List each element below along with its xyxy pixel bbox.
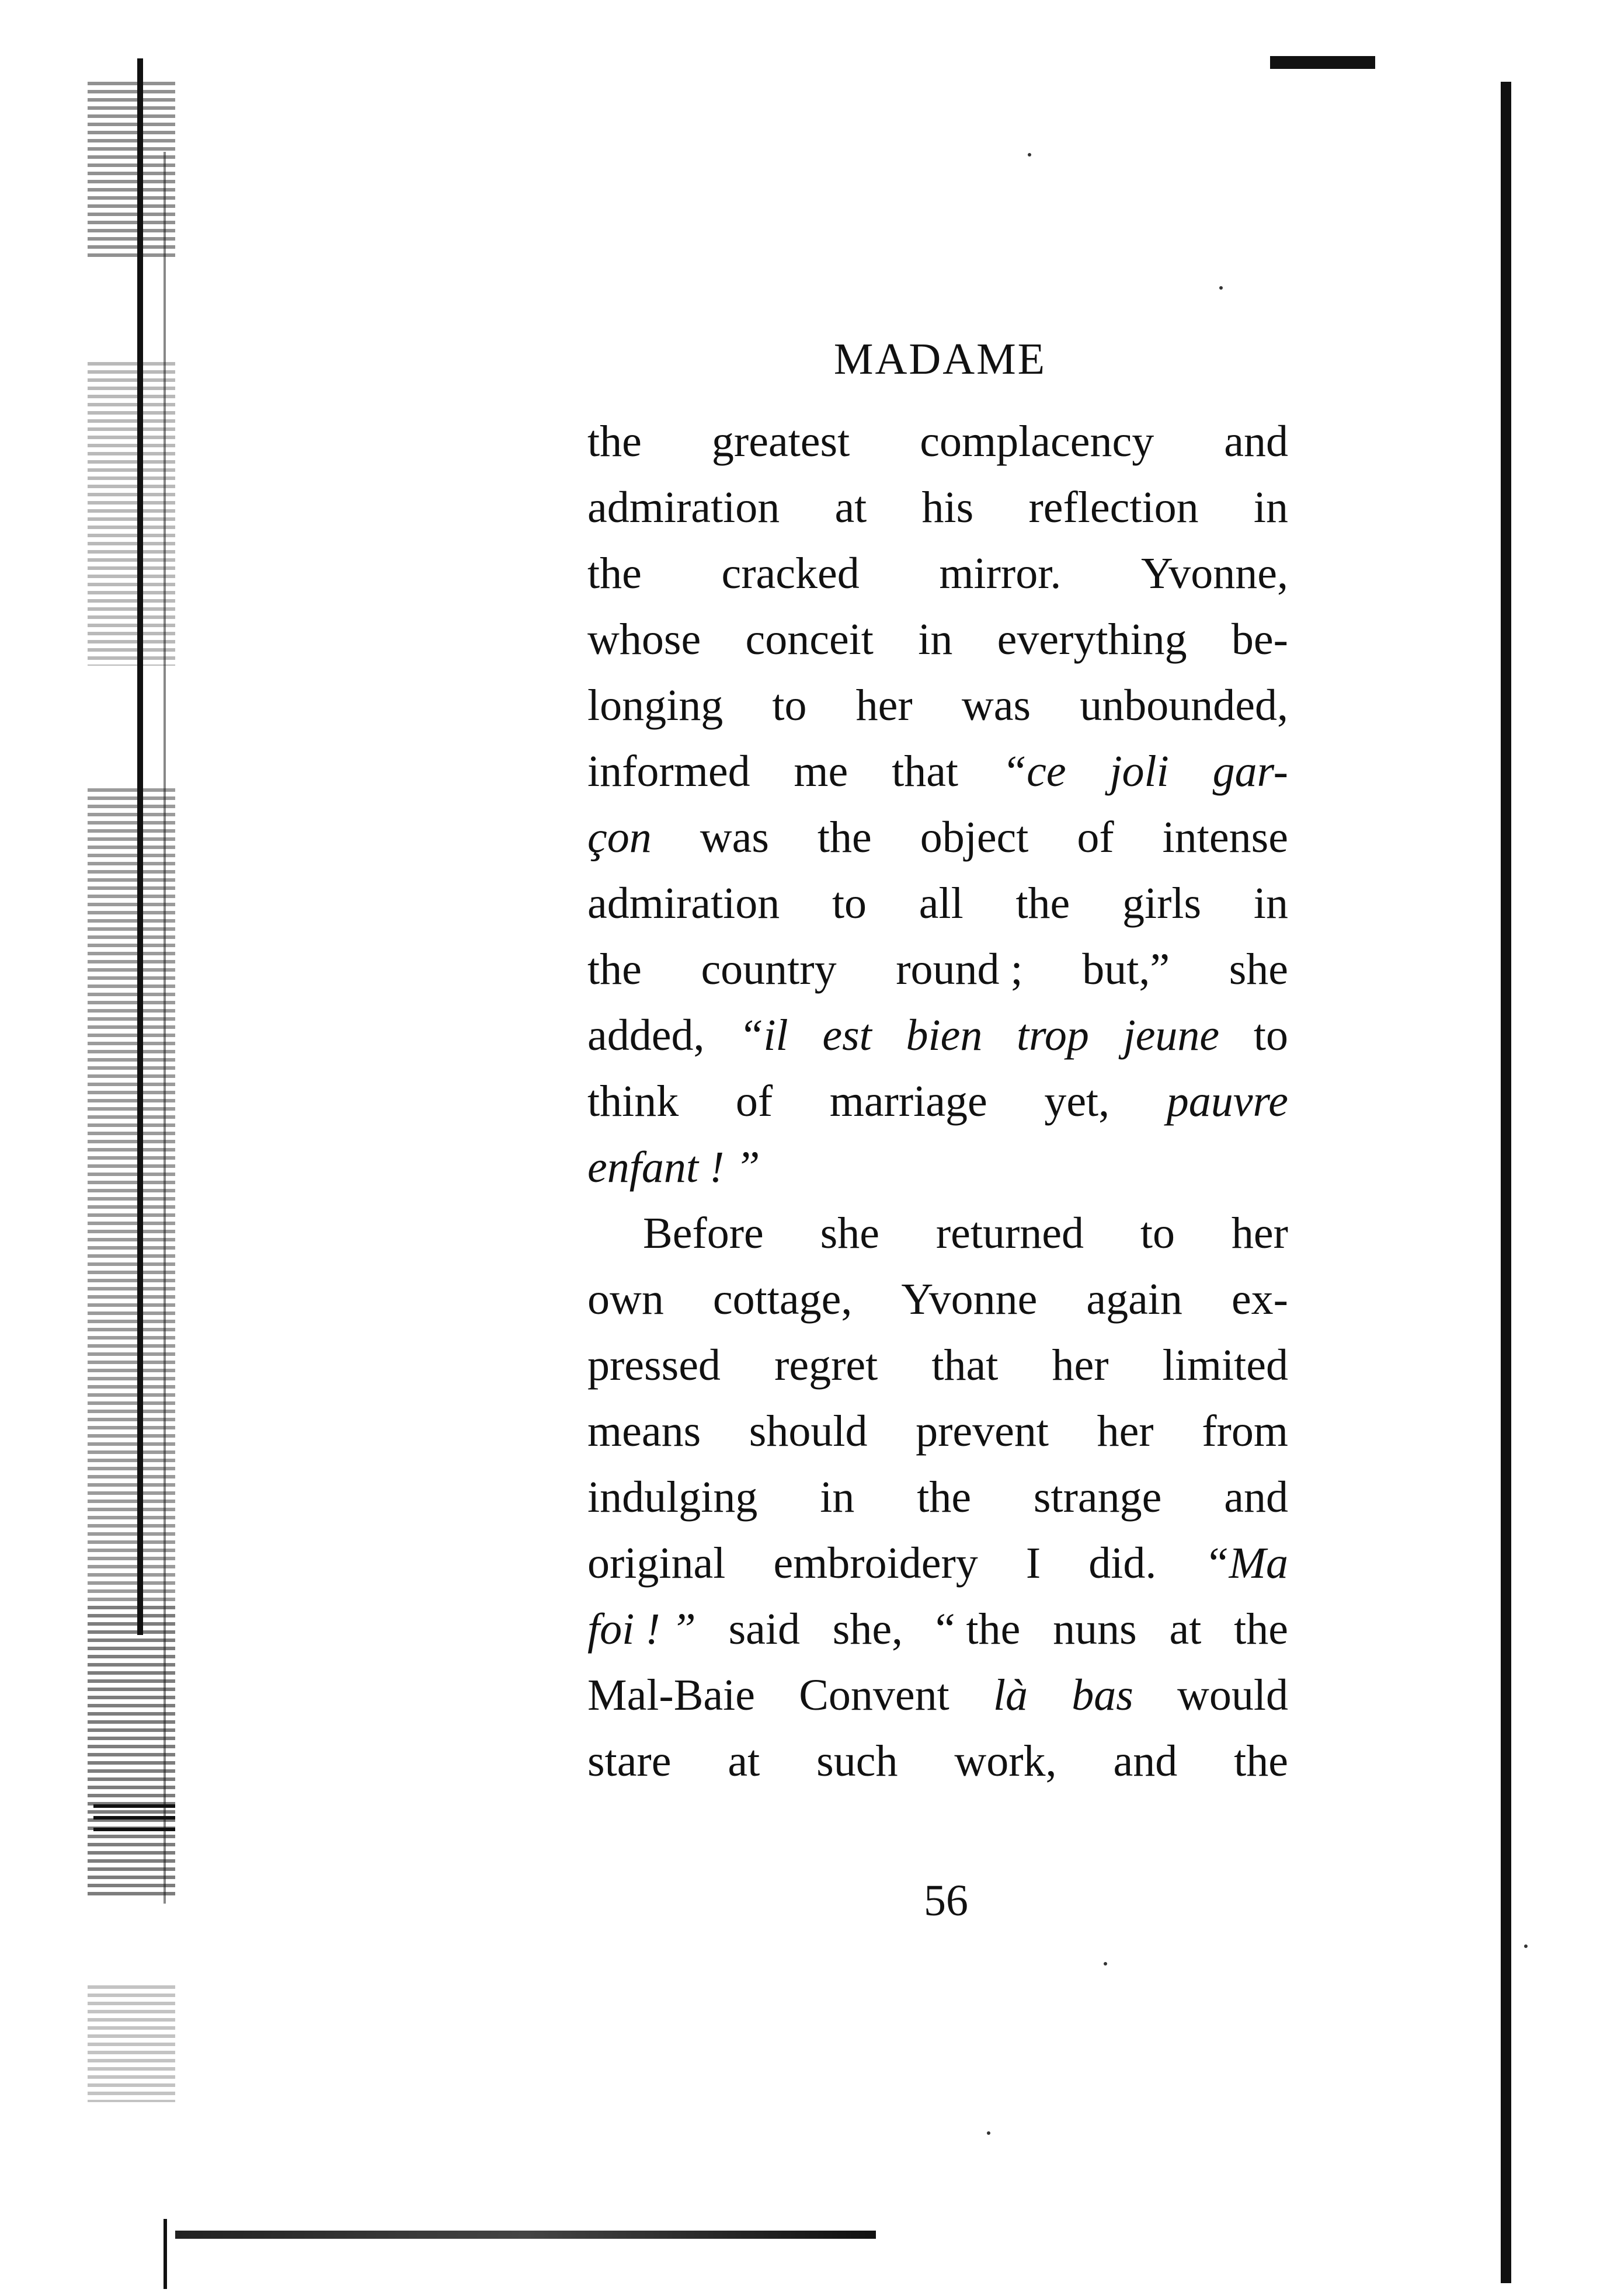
text-line [587,673,1288,739]
text-line [587,1003,1288,1069]
text-word: was [700,813,769,862]
text-word: the [1015,879,1070,928]
text-word: çon [587,813,652,862]
text-word: the [587,549,642,598]
text-word: complacency [920,417,1154,466]
text-word: in [918,615,953,664]
text-word: again [1086,1275,1182,1324]
text-line [587,1464,1288,1530]
text-word: girls [1122,879,1202,928]
text-line [587,937,1288,1003]
text-word: the [917,1473,972,1522]
text-word: from [1202,1407,1288,1456]
text-word: her [1052,1341,1109,1390]
text-line [587,1596,1288,1662]
text-word: admiration [587,483,780,532]
text-line [587,871,1288,937]
text-word: cracked [721,549,860,598]
text-line [587,1530,1288,1596]
text-word: Convent [799,1671,949,1720]
scan-edge-rule [164,152,166,1904]
text-word: trop [1017,1011,1089,1060]
text-word: the [587,945,642,994]
scan-speck [1104,1962,1107,1965]
running-head: MADAME [833,335,1047,384]
scan-noise-band [88,1985,175,2102]
text-word: should [749,1407,868,1456]
text-word: the [587,417,642,466]
text-word: her [855,681,913,730]
text-word: was [961,681,1031,730]
text-word: Before [643,1209,764,1258]
text-line [587,409,1288,475]
text-word: ex- [1231,1275,1288,1324]
text-word: at [1169,1605,1202,1654]
text-word: pauvre [1166,1077,1288,1126]
text-word: and [1113,1737,1178,1786]
text-line [587,1069,1288,1135]
scan-top-right-mark [1270,56,1375,69]
text-word: whose [587,615,701,664]
text-word: added, [587,1011,705,1060]
text-word: Yvonne, [1140,549,1288,598]
scan-bottom-edge-rule [175,2231,876,2239]
text-word: mirror. [939,549,1062,598]
scan-noise-band [88,82,175,257]
scan-speck [1028,153,1031,156]
text-word: at [728,1737,760,1786]
text-word: at [834,483,867,532]
text-word: everything [997,615,1187,664]
text-word: but,” [1082,945,1170,994]
scan-speck [987,2131,990,2135]
text-word: me [794,747,848,796]
text-word: enfant ! ” [587,1143,760,1192]
text-word: her [1231,1209,1288,1258]
scanned-left-edge [88,58,199,2277]
text-word: “ the [935,1605,1021,1654]
text-word: yet, [1044,1077,1110,1126]
text-word: returned [935,1209,1084,1258]
text-line [587,607,1288,673]
text-word: prevent [916,1407,1049,1456]
text-word: marriage [829,1077,987,1126]
text-line [587,475,1288,541]
text-word: bas [1072,1671,1133,1720]
text-word: pressed [587,1341,721,1390]
text-word: I [1025,1539,1041,1588]
text-word: to [1253,1011,1288,1060]
text-word: stare [587,1737,672,1786]
text-word: unbounded, [1080,681,1288,730]
scan-speck [1524,1944,1528,1948]
text-word: country [701,945,837,994]
text-word: work, [954,1737,1057,1786]
scan-noise-band [88,788,175,1606]
text-word: think [587,1077,679,1126]
text-word: informed [587,747,750,796]
text-word: est [822,1011,872,1060]
text-word: greatest [711,417,850,466]
text-word: round ; [896,945,1023,994]
text-word: embroidery [773,1539,978,1588]
text-word: regret [774,1341,878,1390]
text-word: in [1253,483,1288,532]
text-word: all [919,879,963,928]
text-word: indulging [587,1473,758,1522]
scan-edge-rule [93,1804,175,1808]
text-word: jeune [1123,1011,1220,1060]
scan-right-edge-rule [1501,82,1511,2283]
text-word: cottage, [712,1275,853,1324]
scan-edge-rule [164,2219,167,2289]
text-word: and [1224,1473,1288,1522]
text-word: joli [1109,747,1169,796]
text-word: of [1077,813,1114,862]
text-word: she [820,1209,879,1258]
text-word: conceit [745,615,874,664]
text-word: longing [587,681,724,730]
text-word: of [735,1077,773,1126]
text-word: the [1234,1737,1288,1786]
text-word: did. [1088,1539,1157,1588]
text-word: nuns [1053,1605,1137,1654]
scan-edge-rule [93,1816,175,1820]
text-word: intense [1162,813,1288,862]
text-word: foi ! ” [587,1605,696,1654]
text-line [587,1267,1288,1333]
text-word: to [772,681,807,730]
text-word: to [832,879,867,928]
text-word: she, [832,1605,903,1654]
body-text [587,409,1288,1794]
text-word: would [1177,1671,1288,1720]
scan-edge-rule [137,58,143,1635]
scan-noise-band [88,1606,175,1898]
text-line [587,1728,1288,1794]
text-line [587,805,1288,871]
text-word: to [1140,1209,1175,1258]
text-line [587,541,1288,607]
text-word: là [993,1671,1028,1720]
text-word: Yvonne [901,1275,1038,1324]
page-number: 56 [924,1876,968,1925]
text-line [587,1201,1288,1267]
text-word: said [728,1605,800,1654]
text-word: that [931,1341,999,1390]
scan-noise-band [88,362,175,666]
text-word: “il [739,1011,788,1060]
text-word: the [817,813,872,862]
text-word: admiration [587,879,780,928]
text-word: bien [906,1011,983,1060]
text-word: she [1229,945,1288,994]
text-word: object [920,813,1029,862]
text-word: original [587,1539,726,1588]
text-word: in [1253,879,1288,928]
scan-speck [1219,286,1223,290]
text-line [587,1662,1288,1728]
text-word: and [1224,417,1288,466]
text-word: means [587,1407,701,1456]
text-word: “Ma [1204,1539,1288,1588]
text-word: that [892,747,959,796]
text-word: “ce [1001,747,1066,796]
text-word: strange [1033,1473,1162,1522]
text-word: be- [1231,615,1288,664]
text-word: the [1234,1605,1288,1654]
text-word: limited [1162,1341,1288,1390]
text-line [587,739,1288,805]
text-line [587,1135,1288,1201]
text-word: gar- [1212,747,1288,796]
scan-edge-rule [93,1828,175,1831]
text-word: such [816,1737,898,1786]
text-word: own [587,1275,664,1324]
text-word: reflection [1028,483,1199,532]
text-line [587,1333,1288,1399]
text-word: her [1097,1407,1154,1456]
text-word: in [820,1473,855,1522]
text-line [587,1399,1288,1464]
text-word: his [921,483,974,532]
text-word: Mal-Baie [587,1671,756,1720]
